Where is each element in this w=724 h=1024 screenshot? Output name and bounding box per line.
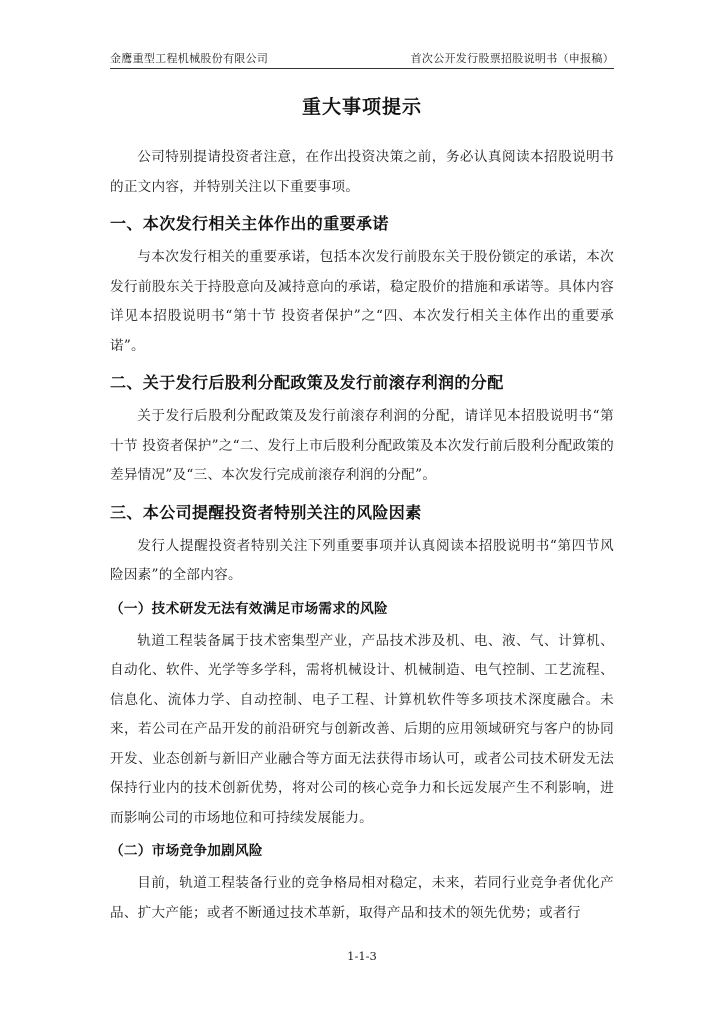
section-2-paragraph: 关于发行后股利分配政策及发行前滚存利润的分配，请详见本招股说明书“第十节 投资者保护”之“二、发行上市后股利分配政策及本次发行前后股利分配政策的差异情况”及“三、本次发行完成前滚存利润的分配”。 [110, 408, 614, 483]
intro-paragraph: 公司特别提请投资者注意，在作出投资决策之前，务必认真阅读本招股说明书的正文内容，并特别关注以下重要事项。 [110, 149, 614, 195]
section-3-heading: 三、本公司提醒投资者特别关注的风险因素 [110, 502, 422, 522]
running-header [110, 50, 614, 68]
section-1-paragraph: 与本次发行相关的重要承诺，包括本次发行前股东关于股份锁定的承诺，本次发行前股东关于持股意向及减持意向的承诺，稳定股价的措施和承诺等。具体内容详见本招股说明书“第十节 投资者保护”之“四、本次发行相关主体作出的重要承诺”。 [110, 249, 614, 354]
section-1-heading: 一、本次发行相关主体作出的重要承诺 [110, 214, 389, 233]
subsection-2-paragraph: 目前，轨道工程装备行业的竞争格局相对稳定，未来，若同行业竞争者优化产品、扩大产能；或者不断通过技术革新，取得产品和技术的领先优势；或者行 [110, 875, 614, 921]
section-2-heading: 二、关于发行后股利分配政策及发行前滚存利润的分配 [110, 373, 504, 392]
page-number: 1-1-3 [347, 949, 377, 963]
subsection-1-heading: （一）技术研发无法有效满足市场需求的风险 [110, 600, 388, 617]
page-body [110, 92, 614, 928]
page-title: 重大事项提示 [301, 96, 422, 118]
header-divider [110, 68, 614, 69]
subsection-1-paragraph: 轨道工程装备属于技术密集型产业，产品技术涉及机、电、液、气、计算机、自动化、软件、光学等多学科，需将机械设计、机械制造、电气控制、工艺流程、信息化、流体力学、自动控制、电子工程、计算机软件等多项技术深度融合。未来，若公司在产品开发的前沿研究与创新改善、后期的应用领域研究与客户的协同开发、业态创新与新旧产业融合等方面无法获得市场认可，或者公司技术研发无法保持行业内的技术创新优势，将对公司的核心竞争力和长远发展产生不利影响，进而影响公司的市场地位和可持续发展能力。 [110, 632, 614, 826]
section-3-paragraph: 发行人提醒投资者特别关注下列重要事项并认真阅读本招股说明书“第四节风险因素”的全部内容。 [110, 537, 614, 583]
subsection-2-heading: （二）市场竞争加剧风险 [110, 843, 263, 859]
header-document-title: 首次公开发行股票招股说明书（申报稿） [410, 52, 614, 65]
header-company-name: 金鹰重型工程机械股份有限公司 [110, 52, 269, 65]
